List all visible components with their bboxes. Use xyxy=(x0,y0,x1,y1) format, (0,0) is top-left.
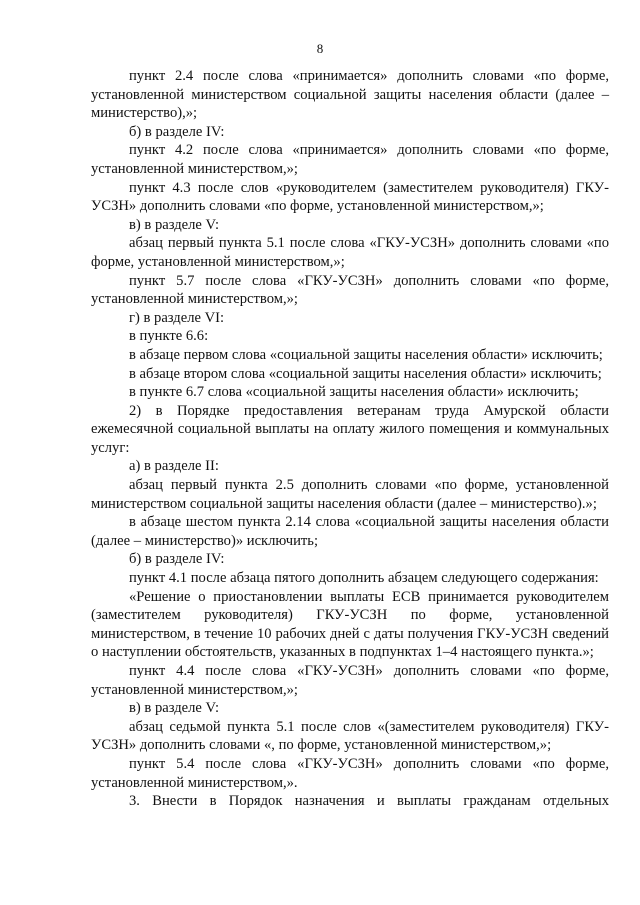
paragraph-20: пункт 4.4 после слова «ГКУ-УСЗН» дополнить словами «по форме, установленной министерством,»; xyxy=(91,663,609,698)
document-body xyxy=(91,67,609,811)
paragraph-13: 2) в Порядке предоставления ветеранам труда Амурской области ежемесячной социальной выплаты на оплату жилого помещения и коммунальных услуг: xyxy=(91,402,609,456)
paragraph-19: «Решение о приостановлении выплаты ЕСВ принимается руководителем (заместителем руководителя) ГКУ-УСЗН по форме, установленной министерством, в течение 10 рабочих дней с даты получения ГКУ-УСЗН сведений о наступлении обстоятельств, указанных в подпунктах 1–4 настоящего пункта.»; xyxy=(91,588,609,661)
paragraph-10: в абзаце первом слова «социальной защиты населения области» исключить; xyxy=(129,346,603,363)
paragraph-23: пункт 5.4 после слова «ГКУ-УСЗН» дополнить словами «по форме, установленной министерством,». xyxy=(91,755,609,791)
paragraph-7: пункт 5.7 после слова «ГКУ-УСЗН» дополнить словами «по форме, установленной министерством,»; xyxy=(91,272,609,308)
paragraph-2: б) в разделе IV: xyxy=(129,123,225,140)
paragraph-9: в пункте 6.6: xyxy=(129,328,209,345)
paragraph-4: пункт 4.3 после слов «руководителем (заместителем руководителя) ГКУ-УСЗН» дополнить словами «по форме, установленной министерством,»; xyxy=(91,179,609,215)
paragraph-3: пункт 4.2 после слова «принимается» дополнить словами «по форме, установленной министерством,»; xyxy=(91,142,609,177)
paragraph-21: в) в разделе V: xyxy=(129,700,220,717)
paragraph-8: г) в разделе VI: xyxy=(129,309,225,326)
paragraph-24: 3. Внести в Порядок назначения и выплаты гражданам отдельных xyxy=(129,793,609,810)
paragraph-15: абзац первый пункта 2.5 дополнить словами «по форме, установленной министерством социальной защиты населения области (далее – министерство).»; xyxy=(91,477,609,512)
paragraph-6: абзац первый пункта 5.1 после слова «ГКУ-УСЗН» дополнить словами «по форме, установленной министерством,»; xyxy=(91,235,609,270)
page-number: 8 xyxy=(316,41,324,56)
paragraph-14: а) в разделе II: xyxy=(129,458,219,475)
paragraph-5: в) в разделе V: xyxy=(129,216,220,233)
paragraph-18: пункт 4.1 после абзаца пятого дополнить абзацем следующего содержания: xyxy=(129,570,599,587)
paragraph-22: абзац седьмой пункта 5.1 после слов «(заместителем руководителя) ГКУ-УСЗН» дополнить словами «, по форме, установленной министерством,»; xyxy=(91,718,609,754)
paragraph-11: в абзаце втором слова «социальной защиты населения области» исключить; xyxy=(129,365,602,382)
paragraph-1: пункт 2.4 после слова «принимается» дополнить словами «по форме, установленной министерством социальной защиты населения области (далее – министерство),»; xyxy=(91,68,609,122)
paragraph-16: в абзаце шестом пункта 2.14 слова «социальной защиты населения области (далее – министерство)» исключить; xyxy=(91,514,609,549)
paragraph-17: б) в разделе IV: xyxy=(129,551,225,568)
paragraph-12: в пункте 6.7 слова «социальной защиты населения области» исключить; xyxy=(129,384,579,401)
